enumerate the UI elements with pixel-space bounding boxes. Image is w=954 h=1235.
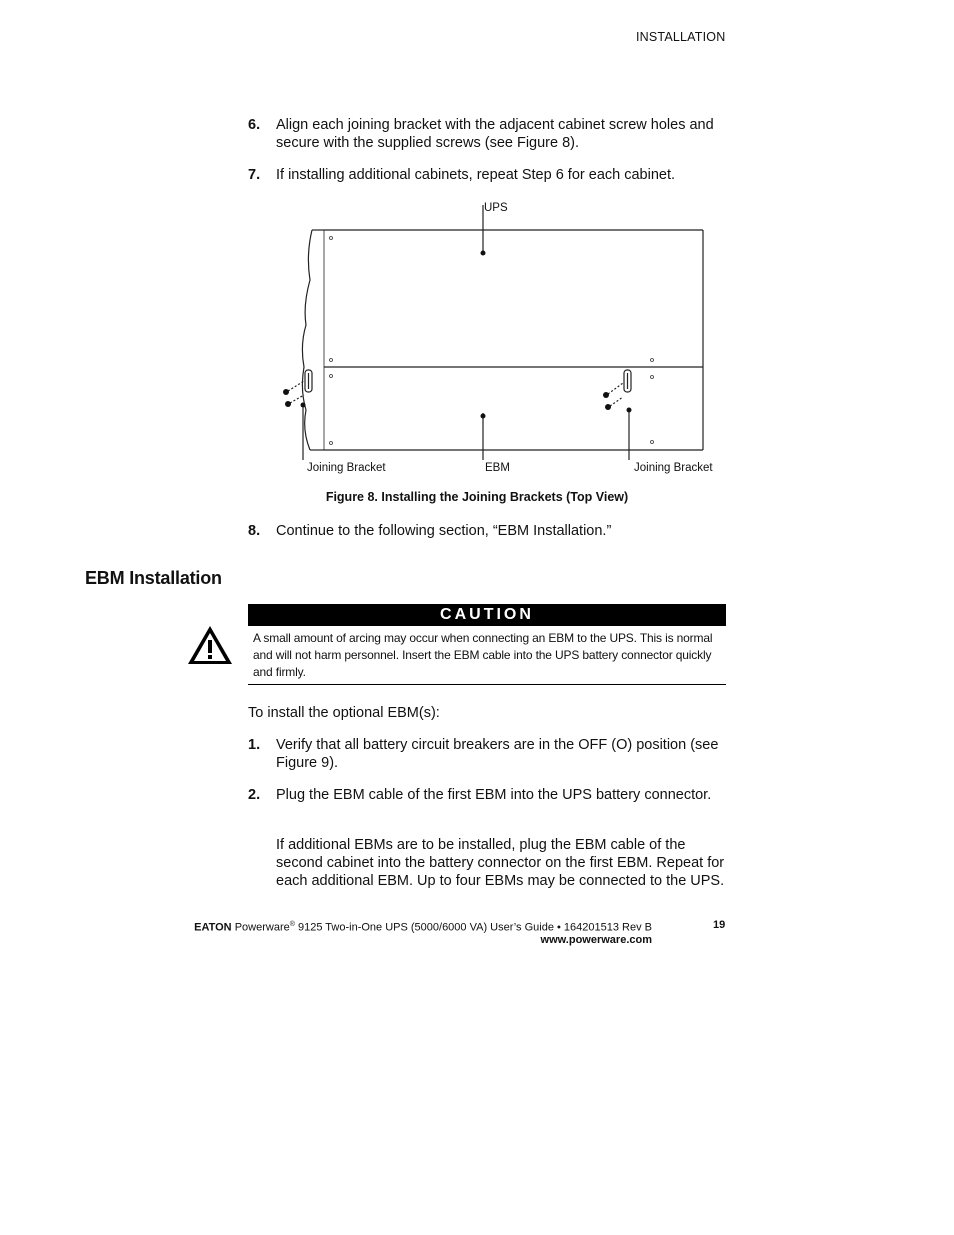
step-text: Plug the EBM cable of the first EBM into the UPS battery connector. bbox=[276, 787, 712, 803]
page-number: 19 bbox=[713, 919, 726, 931]
figure-label-ebm: EBM bbox=[485, 462, 510, 474]
step-number: 2. bbox=[248, 787, 261, 803]
footer-brand: EATON bbox=[194, 921, 232, 934]
footer-registered-mark: ® bbox=[289, 921, 295, 928]
install-intro: To install the optional EBM(s): bbox=[248, 705, 440, 721]
install-step-2-note: If additional EBMs are to be installed, plug the EBM cable of the second cabinet into the battery connector on the first EBM. Repeat for each additional EBM. Up to four EBMs may be connected to the UPS. bbox=[276, 837, 725, 889]
figure-caption bbox=[0, 490, 954, 504]
step-text: Continue to the following section, “EBM Installation.” bbox=[276, 523, 612, 539]
step-text: Verify that all battery circuit breakers are in the OFF (O) position (see Figure 9). bbox=[276, 737, 719, 771]
step-text: If installing additional cabinets, repeat Step 6 for each cabinet. bbox=[276, 167, 676, 183]
step-number: 6. bbox=[248, 117, 261, 133]
footer bbox=[160, 919, 652, 946]
caution-text: A small amount of arcing may occur when connecting an EBM to the UPS. This is normal and will not harm personnel. Insert the EBM cable into the UPS battery connector quickly and firmly. bbox=[248, 626, 726, 685]
footer-url[interactable]: www.powerware.com bbox=[540, 933, 652, 946]
footer-title: 9125 Two-in-One UPS (5000/6000 VA) User’s Guide • 164201513 Rev B bbox=[294, 921, 652, 934]
figure-label-ups: UPS bbox=[484, 202, 508, 214]
joining-brackets-figure bbox=[270, 195, 720, 460]
footer-product: Powerware bbox=[234, 921, 290, 934]
warning-triangle-icon bbox=[186, 624, 234, 666]
step-number: 1. bbox=[248, 737, 261, 753]
step-number: 7. bbox=[248, 167, 261, 183]
figure-label-joining-bracket-left: Joining Bracket bbox=[307, 462, 386, 474]
caution-box bbox=[248, 604, 726, 685]
figure-label-joining-bracket-right: Joining Bracket bbox=[634, 462, 713, 474]
step-number: 8. bbox=[248, 523, 261, 539]
caution-title: CAUTION bbox=[248, 604, 726, 626]
step-text: Align each joining bracket with the adjacent cabinet screw holes and secure with the supplied screws (see Figure 8). bbox=[276, 117, 714, 151]
figure-caption-text: Figure 8. Installing the Joining Brackets (Top View) bbox=[325, 490, 629, 504]
running-header: INSTALLATION bbox=[636, 30, 726, 44]
section-heading: EBM Installation bbox=[85, 568, 222, 588]
